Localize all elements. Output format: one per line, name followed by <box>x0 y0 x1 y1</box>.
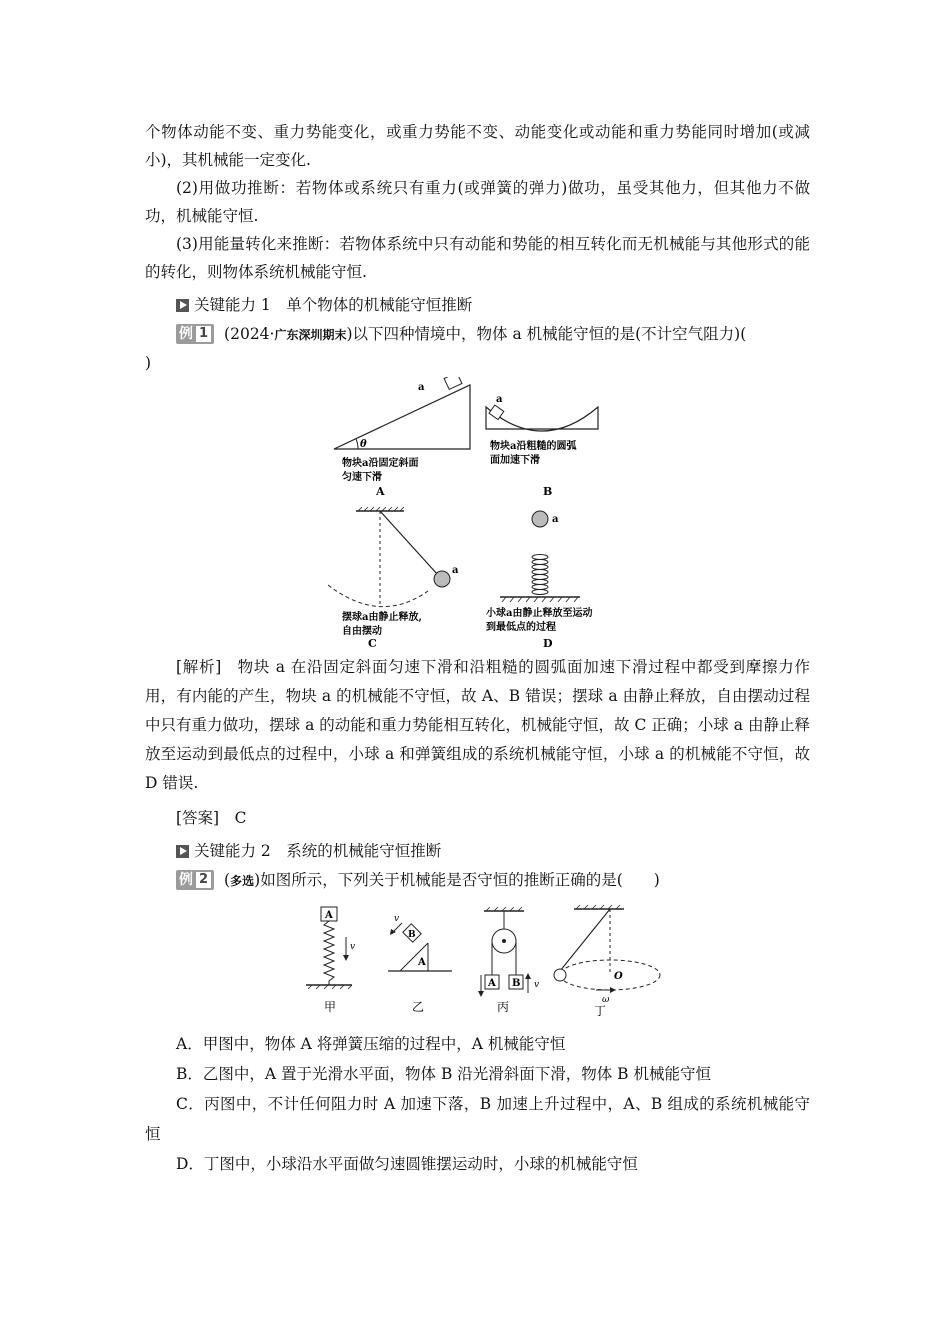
caption-d-line1: 小球a由静止释放至运动 <box>485 608 592 619</box>
analysis-paragraph <box>145 653 810 798</box>
intro-paragraph-2: (2)用做功推断：若物体或系统只有重力(或弹簧的弹力)做功，虽受其他力，但其他力不做功，机械能守恒. <box>145 179 810 225</box>
velocity-label: v <box>533 980 539 990</box>
caption-b-line2: 面加速下滑 <box>489 455 540 466</box>
section-heading-1 <box>176 292 810 318</box>
answer-line <box>145 804 810 832</box>
block-b-label: a <box>495 394 502 405</box>
caption-b-line1: 物块a沿粗糙的圆弧 <box>489 441 576 452</box>
caption-a-line2: 匀速下滑 <box>341 472 382 483</box>
block-a-label: a <box>417 382 424 393</box>
intro-paragraph-3: (3)用能量转化来推断：若物体系统中只有动能和势能的相互转化而无机械能与其他形式的能的转化，则物体系统机械能守恒. <box>145 235 810 281</box>
example-badge-label: 例 <box>179 872 193 888</box>
answer-value: C <box>234 809 247 827</box>
example-1-question <box>176 320 810 349</box>
scenario-a-incline <box>334 377 470 498</box>
example-badge-label: 例 <box>179 326 193 342</box>
omega-label: ω <box>601 995 609 1005</box>
section-title-1: 关键能力 1 单个物体的机械能守恒推断 <box>194 296 473 314</box>
multi-select-tag: 多选 <box>230 874 255 888</box>
section-heading-2 <box>176 838 810 864</box>
scenario-d-letter: D <box>542 637 553 647</box>
section-title-2: 关键能力 2 系统的机械能守恒推断 <box>194 842 442 860</box>
options-list <box>145 1029 810 1179</box>
intro-paragraph-1: 个物体动能不变、重力势能变化，或重力势能不变、动能变化或动能和重力势能同时增加(或减小)，其机械能一定变化. <box>145 123 810 169</box>
caption-a-line1: 物块a沿固定斜面 <box>341 458 418 469</box>
center-o-label: O <box>613 971 623 982</box>
play-triangle-icon <box>176 299 189 312</box>
scenario-d-spring <box>486 511 592 647</box>
caption-d-line2: 到最低点的过程 <box>485 622 556 633</box>
example-source-prefix: (2024· <box>224 325 275 343</box>
scenario-b-arc <box>486 394 598 498</box>
example-badge-number: 2 <box>196 872 211 888</box>
caption-c-line1: 摆球a由静止释放, <box>341 612 422 623</box>
example-badge <box>176 870 214 890</box>
analysis-label: [解析] <box>176 658 222 676</box>
velocity-label: v <box>393 914 399 924</box>
four-scenarios-diagram <box>328 377 628 647</box>
option-d: D．丁图中，小球沿水平面做匀速圆锥摆运动时，小球的机械能守恒 <box>176 1155 638 1173</box>
scenario-a-letter: A <box>375 485 385 498</box>
play-triangle-icon <box>176 845 189 858</box>
example-badge-number: 1 <box>196 326 211 342</box>
label-bing: 丙 <box>496 1000 509 1014</box>
answer-label: [答案] <box>176 809 220 827</box>
example-badge <box>176 324 214 344</box>
example-1-question-end: ) <box>145 354 152 372</box>
ball-d-label: a <box>551 514 558 525</box>
option-c: C．丙图中，不计任何阻力时 A 加速下落，B 加速上升过程中，A、B 组成的系统机械能守恒 <box>145 1095 810 1143</box>
example-source: 广东深圳期末 <box>274 328 347 342</box>
velocity-label: v <box>349 942 355 952</box>
option-b: B．乙图中，A 置于光滑水平面，物体 B 沿光滑斜面下滑，物体 B 机械能守恒 <box>176 1065 712 1083</box>
diagram-jia <box>306 907 355 1014</box>
example-2-question: 例 2 (多选)如图所示，下列关于机械能是否守恒的推断正确的是( ) <box>176 866 810 895</box>
label-yi: 乙 <box>411 1000 424 1014</box>
option-a: A．甲图中，物体 A 将弹簧压缩的过程中，A 机械能守恒 <box>176 1035 566 1053</box>
example-2-question-text: 如图所示，下列关于机械能是否守恒的推断正确的是( ) <box>260 871 660 889</box>
wedge-a-label: A <box>417 957 426 968</box>
mass-b-label: B <box>511 978 520 989</box>
scenario-b-letter: B <box>542 485 552 498</box>
example-2-figure <box>288 903 668 1021</box>
example-1-figure <box>328 377 628 647</box>
scenario-c-pendulum <box>328 507 459 647</box>
scenario-c-letter: C <box>367 637 377 647</box>
diagram-bing <box>478 907 539 1014</box>
document-page <box>145 118 810 1179</box>
diagram-ding <box>554 905 660 1018</box>
ball-c-label: a <box>451 565 458 576</box>
caption-c-line2: 自由摆动 <box>341 626 382 637</box>
analysis-text: 物块 a 在沿固定斜面匀速下滑和沿粗糙的圆弧面加速下滑过程中都受到摩擦力作用，有内能的产生，物块 a 的机械能不守恒，故 A、B 错误；摆球 a 由静止释放，自由摆动过程中只有重力做功，摆球 a 的动能和重力势能相互转化，机械能守恒，故 C 正确；小球 a 由静止释放至运动到最低点的过程中，小球 a 和弹簧组成的系统机械能守恒，小球 a 的机械能不守恒，故 D 错误. <box>145 658 810 792</box>
block-b-label: B <box>407 930 416 940</box>
diagram-yi <box>388 914 452 1014</box>
example-question-text: )以下四种情境中，物体 a 机械能守恒的是(不计空气阻力)( <box>346 325 747 343</box>
label-ding: 丁 <box>593 1004 606 1018</box>
angle-theta-label: θ <box>359 439 367 450</box>
label-jia: 甲 <box>323 1000 336 1014</box>
block-a-label: A <box>324 910 333 921</box>
four-systems-diagram <box>288 903 668 1021</box>
mass-a-label: A <box>487 978 496 989</box>
